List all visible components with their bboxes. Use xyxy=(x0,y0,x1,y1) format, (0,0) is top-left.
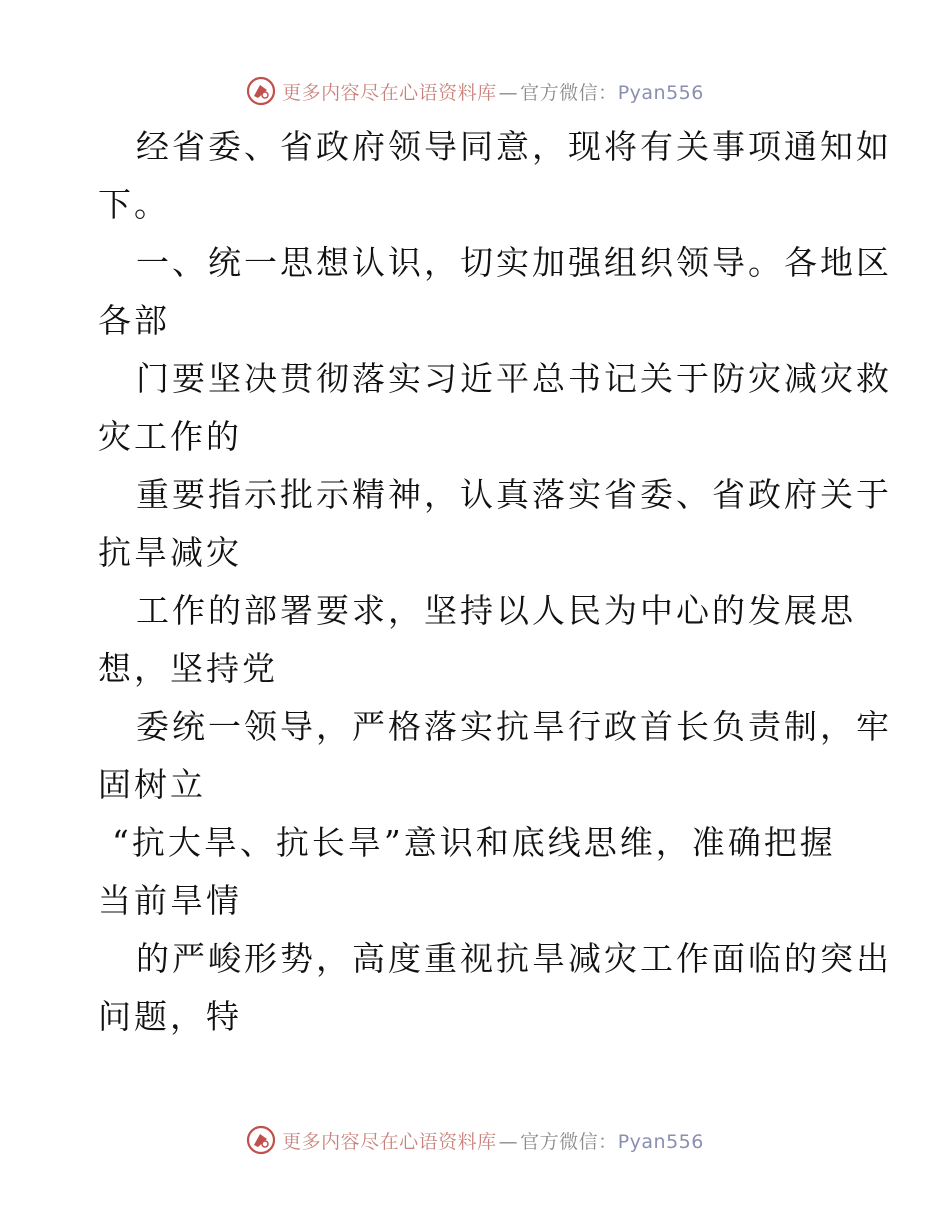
watermark-group xyxy=(246,76,704,106)
text-line: 固树立 xyxy=(98,765,206,804)
text-line: 问题，特 xyxy=(98,997,242,1036)
seal-icon xyxy=(246,76,276,106)
seal-icon xyxy=(246,1125,276,1155)
text-line: 门要坚决贯彻落实习近平总书记关于防灾减灾救 xyxy=(136,359,892,398)
text-line: 各部 xyxy=(98,301,170,340)
watermark-id: Pyan556 xyxy=(617,81,704,104)
watermark-id: Pyan556 xyxy=(617,1130,704,1153)
text-line: 经省委、省政府领导同意，现将有关事项通知如 xyxy=(136,127,892,166)
text-line: 下。 xyxy=(98,185,170,224)
text-line: 委统一领导，严格落实抗旱行政首长负责制，牢 xyxy=(136,707,892,746)
watermark-label: 官方微信： xyxy=(520,1130,618,1153)
text-line: 一、统一思想认识，切实加强组织领导。各地区 xyxy=(136,243,892,282)
document-body xyxy=(98,118,892,1046)
text-line: 重要指示批示精神，认真落实省委、省政府关于 xyxy=(136,475,892,514)
text-line: 抗旱减灾 xyxy=(98,533,242,572)
text-line: 想，坚持党 xyxy=(98,649,278,688)
text-line: 灾工作的 xyxy=(98,417,242,456)
header-watermark xyxy=(0,71,950,111)
text-line: 当前旱情 xyxy=(98,881,242,920)
watermark-label: 官方微信： xyxy=(520,81,618,104)
footer-watermark xyxy=(0,1120,950,1160)
text-line: “抗大旱、抗长旱”意识和底线思维，准确把握 xyxy=(112,823,836,862)
watermark-main-text: 更多内容尽在心语资料库 xyxy=(282,1130,497,1153)
watermark-group xyxy=(246,1125,704,1155)
watermark-main-text: 更多内容尽在心语资料库 xyxy=(282,81,497,104)
text-line: 工作的部署要求，坚持以人民为中心的发展思 xyxy=(136,591,856,630)
watermark-separator: — xyxy=(498,1130,519,1153)
text-line: 的严峻形势，高度重视抗旱减灾工作面临的突出 xyxy=(136,939,892,978)
watermark-separator: — xyxy=(498,81,519,104)
